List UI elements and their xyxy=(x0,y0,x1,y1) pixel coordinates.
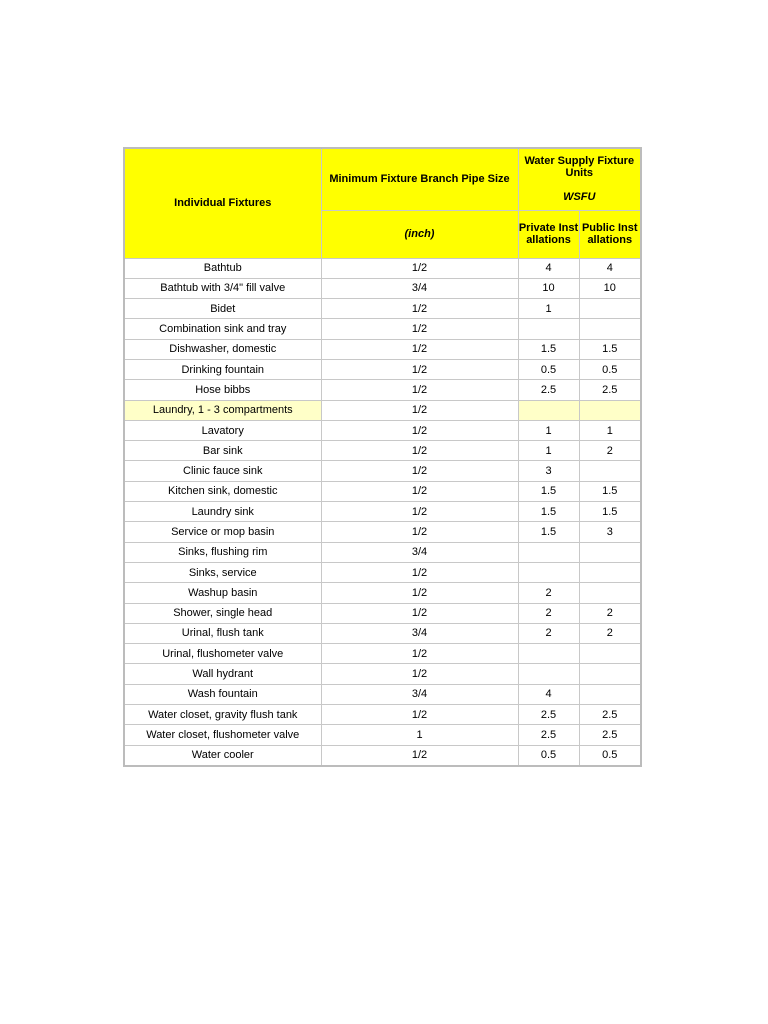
private-wsfu-cell: 2 xyxy=(518,623,579,643)
header-wsfu-abbr: WSFU xyxy=(563,191,596,204)
public-wsfu-cell xyxy=(579,461,641,481)
pipe-size-cell: 1/2 xyxy=(321,745,518,766)
pipe-size-cell: 1/2 xyxy=(321,481,518,501)
public-wsfu-cell: 0.5 xyxy=(579,359,641,379)
header-pipe-size: Minimum Fixture Branch Pipe Size xyxy=(321,148,518,210)
public-wsfu-cell xyxy=(579,664,641,684)
public-wsfu-cell: 1.5 xyxy=(579,502,641,522)
public-wsfu-cell xyxy=(579,542,641,562)
table-row xyxy=(124,380,641,400)
private-wsfu-cell: 1.5 xyxy=(518,339,579,359)
fixture-name-cell: Hose bibbs xyxy=(124,380,321,400)
private-wsfu-cell: 1.5 xyxy=(518,522,579,542)
header-wsfu-title: Water Supply Fixture Units xyxy=(524,155,635,180)
table-row xyxy=(124,319,641,339)
table-row xyxy=(124,359,641,379)
table-body xyxy=(124,148,641,766)
pipe-size-cell: 3/4 xyxy=(321,684,518,704)
header-private: Private Installations xyxy=(518,210,579,258)
private-wsfu-cell: 4 xyxy=(518,258,579,278)
table-row xyxy=(124,461,641,481)
public-wsfu-cell xyxy=(579,644,641,664)
fixture-name-cell: Washup basin xyxy=(124,583,321,603)
table-row xyxy=(124,583,641,603)
fixture-name-cell: Wash fountain xyxy=(124,684,321,704)
table-row xyxy=(124,562,641,582)
fixture-name-cell: Drinking fountain xyxy=(124,359,321,379)
public-wsfu-cell xyxy=(579,400,641,420)
private-wsfu-cell: 1.5 xyxy=(518,481,579,501)
pipe-size-cell: 1/2 xyxy=(321,522,518,542)
public-wsfu-cell: 2.5 xyxy=(579,705,641,725)
private-wsfu-cell: 2.5 xyxy=(518,380,579,400)
pipe-size-cell: 1/2 xyxy=(321,441,518,461)
table-row xyxy=(124,725,641,745)
pipe-size-cell: 3/4 xyxy=(321,278,518,298)
private-wsfu-cell: 2 xyxy=(518,583,579,603)
pipe-size-cell: 3/4 xyxy=(321,542,518,562)
private-wsfu-cell: 1 xyxy=(518,420,579,440)
table-row xyxy=(124,745,641,766)
public-wsfu-cell: 10 xyxy=(579,278,641,298)
fixture-name-cell: Bidet xyxy=(124,299,321,319)
pipe-size-cell: 1/2 xyxy=(321,664,518,684)
public-wsfu-cell xyxy=(579,562,641,582)
pipe-size-cell: 1/2 xyxy=(321,502,518,522)
fixture-name-cell: Lavatory xyxy=(124,420,321,440)
fixture-name-cell: Sinks, flushing rim xyxy=(124,542,321,562)
public-wsfu-cell: 2.5 xyxy=(579,380,641,400)
table-row xyxy=(124,278,641,298)
table-row xyxy=(124,339,641,359)
pipe-size-cell: 1/2 xyxy=(321,461,518,481)
pipe-size-cell: 1/2 xyxy=(321,583,518,603)
pipe-size-cell: 1/2 xyxy=(321,258,518,278)
table-row xyxy=(124,542,641,562)
public-wsfu-cell xyxy=(579,684,641,704)
public-wsfu-cell: 3 xyxy=(579,522,641,542)
header-fixtures: Individual Fixtures xyxy=(124,148,321,258)
private-wsfu-cell: 4 xyxy=(518,684,579,704)
pipe-size-cell: 1/2 xyxy=(321,562,518,582)
fixture-name-cell: Water closet, flushometer valve xyxy=(124,725,321,745)
public-wsfu-cell: 0.5 xyxy=(579,745,641,766)
private-wsfu-cell: 0.5 xyxy=(518,359,579,379)
table-row xyxy=(124,684,641,704)
pipe-size-cell: 1 xyxy=(321,725,518,745)
fixture-name-cell: Laundry sink xyxy=(124,502,321,522)
private-wsfu-cell: 3 xyxy=(518,461,579,481)
private-wsfu-cell: 10 xyxy=(518,278,579,298)
public-wsfu-cell: 2 xyxy=(579,603,641,623)
public-wsfu-cell: 1.5 xyxy=(579,339,641,359)
fixture-name-cell: Shower, single head xyxy=(124,603,321,623)
fixture-name-cell: Kitchen sink, domestic xyxy=(124,481,321,501)
public-wsfu-cell: 2 xyxy=(579,623,641,643)
pipe-size-cell: 1/2 xyxy=(321,603,518,623)
public-wsfu-cell xyxy=(579,299,641,319)
fixture-name-cell: Water closet, gravity flush tank xyxy=(124,705,321,725)
table-row xyxy=(124,502,641,522)
private-wsfu-cell: 0.5 xyxy=(518,745,579,766)
private-wsfu-cell: 1 xyxy=(518,441,579,461)
fixture-name-cell: Urinal, flush tank xyxy=(124,623,321,643)
table-row xyxy=(124,644,641,664)
table-row xyxy=(124,299,641,319)
table-row xyxy=(124,705,641,725)
fixture-name-cell: Sinks, service xyxy=(124,562,321,582)
table-row xyxy=(124,522,641,542)
pipe-size-cell: 1/2 xyxy=(321,644,518,664)
header-wsfu xyxy=(518,148,641,210)
table-row xyxy=(124,420,641,440)
header-row-top xyxy=(124,148,641,210)
pipe-size-cell: 1/2 xyxy=(321,319,518,339)
pipe-size-cell: 1/2 xyxy=(321,400,518,420)
private-wsfu-cell: 1.5 xyxy=(518,502,579,522)
pipe-size-cell: 1/2 xyxy=(321,339,518,359)
table-row xyxy=(124,623,641,643)
table-row xyxy=(124,258,641,278)
private-wsfu-cell xyxy=(518,562,579,582)
fixture-name-cell: Clinic fauce sink xyxy=(124,461,321,481)
pipe-size-cell: 1/2 xyxy=(321,420,518,440)
fixture-name-cell: Laundry, 1 - 3 compartments xyxy=(124,400,321,420)
private-wsfu-cell xyxy=(518,319,579,339)
fixture-name-cell: Bathtub with 3/4" fill valve xyxy=(124,278,321,298)
private-wsfu-cell: 2 xyxy=(518,603,579,623)
table-row xyxy=(124,603,641,623)
pipe-size-cell: 1/2 xyxy=(321,359,518,379)
public-wsfu-cell: 4 xyxy=(579,258,641,278)
private-wsfu-cell xyxy=(518,400,579,420)
pipe-size-cell: 1/2 xyxy=(321,299,518,319)
private-wsfu-cell xyxy=(518,644,579,664)
table-row xyxy=(124,441,641,461)
fixture-name-cell: Bar sink xyxy=(124,441,321,461)
public-wsfu-cell: 1.5 xyxy=(579,481,641,501)
fixture-name-cell: Water cooler xyxy=(124,745,321,766)
fixture-name-cell: Dishwasher, domestic xyxy=(124,339,321,359)
table-row xyxy=(124,400,641,420)
private-wsfu-cell xyxy=(518,542,579,562)
pipe-size-cell: 3/4 xyxy=(321,623,518,643)
header-public: Public Installations xyxy=(579,210,641,258)
table-row xyxy=(124,664,641,684)
fixture-name-cell: Bathtub xyxy=(124,258,321,278)
private-wsfu-cell xyxy=(518,664,579,684)
private-wsfu-cell: 1 xyxy=(518,299,579,319)
fixture-name-cell: Combination sink and tray xyxy=(124,319,321,339)
fixture-name-cell: Service or mop basin xyxy=(124,522,321,542)
public-wsfu-cell xyxy=(579,583,641,603)
fixture-name-cell: Urinal, flushometer valve xyxy=(124,644,321,664)
header-pipe-unit: (inch) xyxy=(321,210,518,258)
pipe-size-cell: 1/2 xyxy=(321,380,518,400)
private-wsfu-cell: 2.5 xyxy=(518,725,579,745)
table-row xyxy=(124,481,641,501)
public-wsfu-cell: 2 xyxy=(579,441,641,461)
public-wsfu-cell: 1 xyxy=(579,420,641,440)
fixture-name-cell: Wall hydrant xyxy=(124,664,321,684)
pipe-size-cell: 1/2 xyxy=(321,705,518,725)
public-wsfu-cell: 2.5 xyxy=(579,725,641,745)
public-wsfu-cell xyxy=(579,319,641,339)
fixture-units-table xyxy=(123,147,642,767)
private-wsfu-cell: 2.5 xyxy=(518,705,579,725)
